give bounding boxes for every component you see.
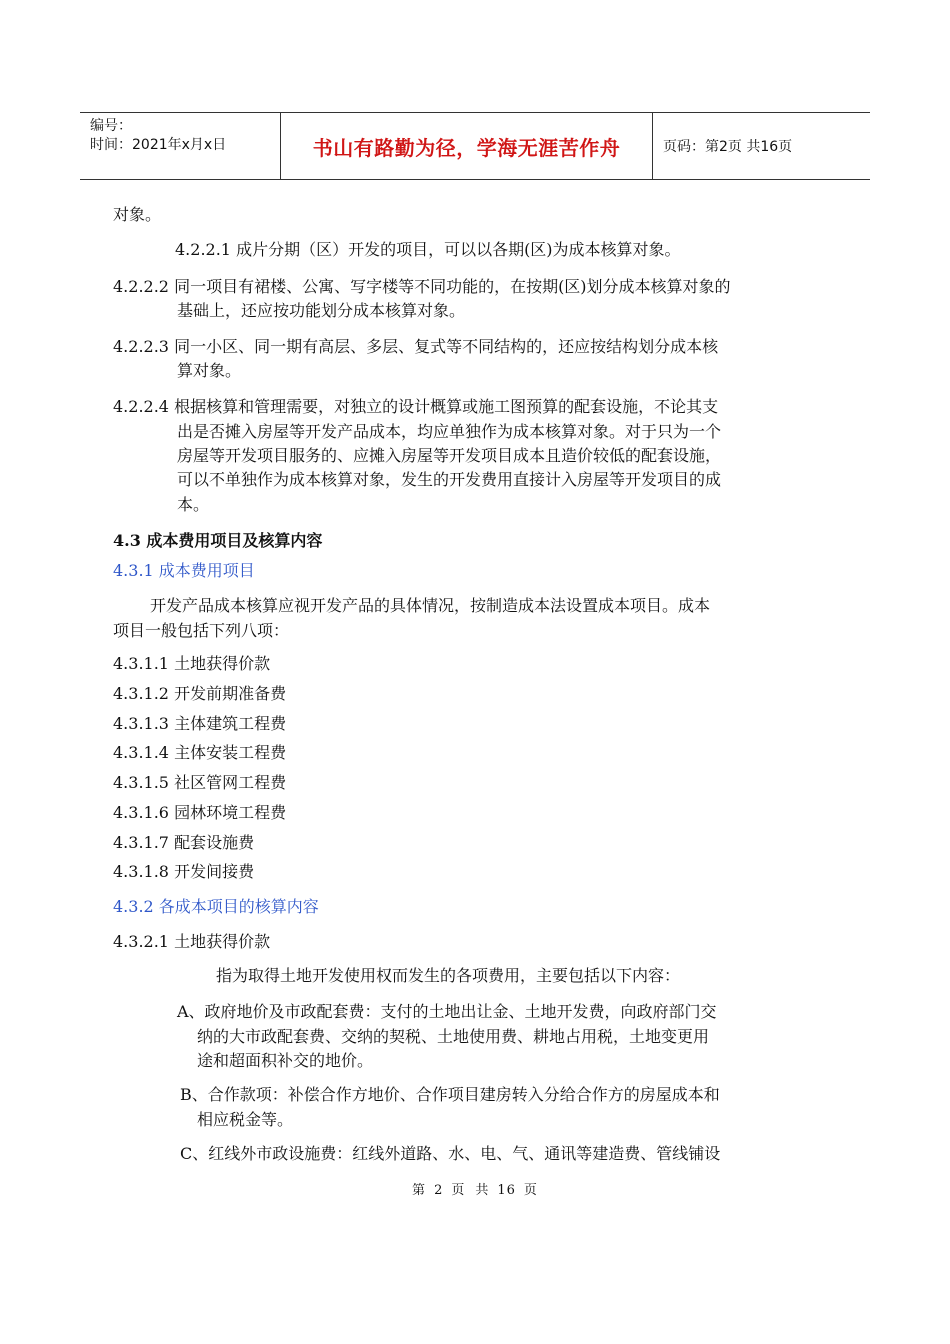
- paragraph-line: 开发产品成本核算应视开发产品的具体情况，按制造成本法设置成本项目。成本: [150, 596, 711, 615]
- clause-4-2-2-4: 4.2.2.4 根据核算和管理需要，对独立的设计概算或施工图预算的配套设施，不论其支: [113, 397, 719, 416]
- list-item: 4.3.1.1 土地获得价款: [113, 654, 271, 673]
- clause-4-2-2-2: 4.2.2.2 同一项目有裙楼、公寓、写字楼等不同功能的，在按期(区)划分成本核算对象的: [113, 277, 731, 296]
- item-a-line: A、政府地价及市政配套费：支付的土地出让金、土地开发费，向政府部门交: [177, 1002, 717, 1021]
- header-meta: [80, 113, 281, 179]
- list-item: 4.3.1.6 园林环境工程费: [113, 803, 287, 822]
- page-footer: [0, 1179, 950, 1198]
- item-b-line: 相应税金等。: [197, 1110, 294, 1129]
- body-line: 对象。: [113, 205, 162, 224]
- footer-part: 页: [451, 1183, 466, 1198]
- header-motto: 书山有路勤为径，学海无涯苦作舟: [312, 135, 621, 160]
- footer-current-page: 2: [434, 1183, 444, 1198]
- footer-part: 共: [475, 1183, 490, 1198]
- header-page-code-cell: [653, 113, 870, 179]
- section-heading-4-3: 4.3 成本费用项目及核算内容: [113, 531, 323, 550]
- footer-part: 页: [523, 1183, 538, 1198]
- item-a-line: 纳的大市政配套费、交纳的契税、土地使用费、耕地占用税，土地变更用: [197, 1027, 710, 1046]
- body-line: 算对象。: [177, 361, 242, 380]
- item-b-line: B、合作款项：补偿合作方地价、合作项目建房转入分给合作方的房屋成本和: [180, 1085, 720, 1104]
- list-item: 4.3.1.4 主体安装工程费: [113, 743, 287, 762]
- paragraph-line: 指为取得土地开发使用权而发生的各项费用，主要包括以下内容：: [216, 966, 681, 985]
- body-line: 可以不单独作为成本核算对象，发生的开发费用直接计入房屋等开发项目的成: [177, 470, 722, 489]
- list-item: 4.3.1.7 配套设施费: [113, 833, 255, 852]
- body-line: 出是否摊入房屋等开发产品成本，均应单独作为成本核算对象。对于只为一个: [177, 422, 722, 441]
- clause-4-2-2-3: 4.2.2.3 同一小区、同一期有高层、多层、复式等不同结构的，还应按结构划分成本核: [113, 337, 719, 356]
- section-heading-4-3-1: 4.3.1 成本费用项目: [113, 561, 255, 580]
- document-number-label: 编号：: [90, 118, 132, 134]
- subsection-heading-4-3-2-1: 4.3.2.1 土地获得价款: [113, 932, 271, 951]
- list-item: 4.3.1.2 开发前期准备费: [113, 684, 287, 703]
- list-item: 4.3.1.3 主体建筑工程费: [113, 714, 287, 733]
- item-c-line: C、红线外市政设施费：红线外道路、水、电、气、通讯等建造费、管线铺设: [180, 1144, 721, 1163]
- body-line: 基础上，还应按功能划分成本核算对象。: [177, 301, 466, 320]
- footer-total-pages: 16: [497, 1183, 516, 1198]
- footer-part: 第: [412, 1183, 427, 1198]
- page-header: [80, 112, 870, 180]
- clause-4-2-2-1: 4.2.2.1 成片分期（区）开发的项目，可以以各期(区)为成本核算对象。: [175, 240, 681, 259]
- list-item: 4.3.1.8 开发间接费: [113, 862, 255, 881]
- body-line: 房屋等开发项目服务的、应摊入房屋等开发项目成本且造价较低的配套设施，: [177, 446, 722, 465]
- paragraph-line: 项目一般包括下列八项：: [113, 621, 290, 640]
- document-date: 时间：2021年x月x日: [90, 137, 227, 153]
- header-page-code: 页码：第2页 共16页: [663, 139, 793, 155]
- item-a-line: 途和超面积补交的地价。: [197, 1051, 374, 1070]
- header-motto-cell: [281, 113, 653, 179]
- list-item: 4.3.1.5 社区管网工程费: [113, 773, 287, 792]
- section-heading-4-3-2: 4.3.2 各成本项目的核算内容: [113, 897, 319, 916]
- body-line: 本。: [177, 495, 210, 514]
